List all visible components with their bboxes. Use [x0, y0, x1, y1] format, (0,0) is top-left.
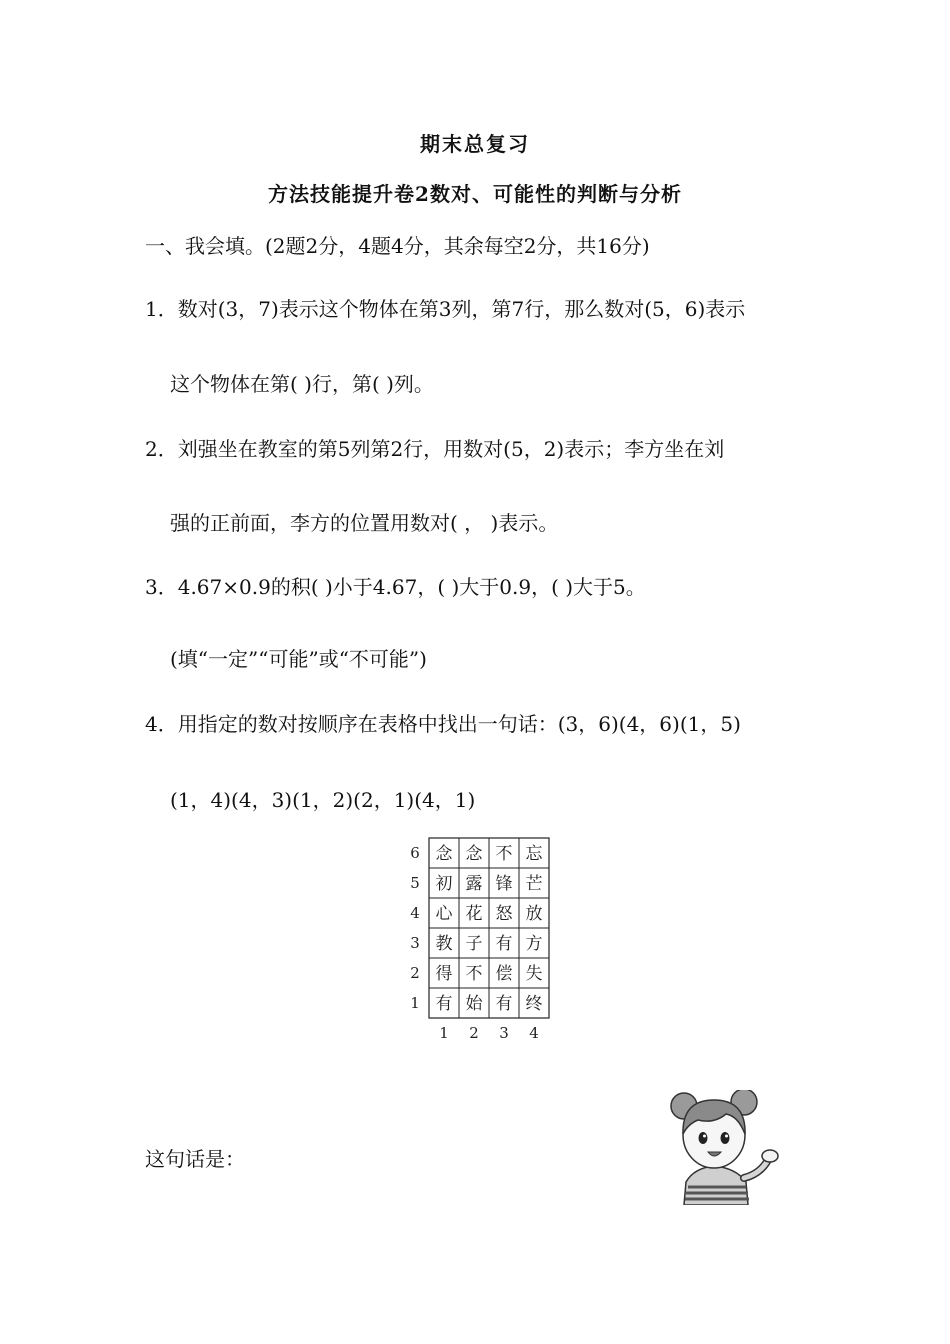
question-3-line-2: (填“一定”“可能”或“不可能”) [170, 647, 427, 671]
row-label: 4 [410, 904, 420, 922]
grid-cell: 忘 [525, 844, 543, 864]
question-4-line-1: 4．用指定的数对按顺序在表格中找出一句话：(3，6)(4，6)(1，5) [145, 712, 741, 736]
question-2-line-2: 强的正前面，李方的位置用数对( ， )表示。 [170, 511, 559, 535]
question-2-line-1: 2．刘强坐在教室的第5列第2行，用数对(5，2)表示；李方坐在刘 [145, 437, 725, 461]
column-label: 1 [439, 1024, 449, 1042]
page-title: 期末总复习 [420, 132, 530, 156]
grid-cell: 初 [435, 874, 453, 894]
grid-cell: 心 [435, 904, 453, 924]
grid-cell: 得 [435, 964, 453, 984]
grid-cell: 不 [495, 844, 513, 864]
question-3-line-1: 3．4.67×0.9的积( )小于4.67，( )大于0.9，( )大于5。 [145, 575, 646, 599]
grid-cell: 怒 [495, 904, 513, 924]
grid-cell: 念 [435, 844, 453, 864]
grid-cell: 终 [525, 994, 543, 1014]
girl-illustration [664, 1090, 794, 1205]
grid-cell: 教 [435, 934, 453, 954]
grid-cell: 偿 [495, 964, 513, 984]
question-1-line-2: 这个物体在第( )行，第( )列。 [170, 372, 434, 396]
grid-cell: 花 [465, 904, 483, 924]
grid-cell: 有 [495, 934, 513, 954]
grid-cell: 方 [525, 934, 543, 954]
column-label: 3 [499, 1024, 509, 1042]
question-4-line-2: (1，4)(4，3)(1，2)(2，1)(4，1) [170, 788, 476, 812]
grid-cell: 始 [465, 994, 483, 1014]
grid-cell: 有 [495, 994, 513, 1014]
row-label: 5 [410, 874, 420, 892]
coordinate-grid [396, 834, 566, 1044]
row-label: 3 [410, 934, 420, 952]
grid-cell: 锋 [495, 874, 513, 894]
grid-cell: 放 [525, 904, 543, 924]
grid-cell: 失 [525, 964, 543, 984]
row-label: 1 [410, 994, 420, 1012]
grid-cell: 芒 [525, 874, 543, 894]
row-label: 6 [410, 844, 420, 862]
answer-label: 这句话是： [145, 1147, 245, 1171]
question-1-line-1: 1．数对(3，7)表示这个物体在第3列，第7行，那么数对(5，6)表示 [145, 297, 746, 321]
grid-cell: 露 [465, 874, 483, 894]
column-label: 4 [529, 1024, 539, 1042]
section-heading: 一、我会填。(2题2分，4题4分，其余每空2分，共16分) [145, 234, 650, 258]
grid-cell: 不 [465, 964, 483, 984]
column-label: 2 [469, 1024, 479, 1042]
grid-cell: 念 [465, 844, 483, 864]
grid-cell: 子 [465, 934, 483, 954]
row-label: 2 [410, 964, 420, 982]
page-subtitle: 方法技能提升卷2数对、可能性的判断与分析 [268, 182, 682, 206]
grid-cell: 有 [435, 994, 453, 1014]
